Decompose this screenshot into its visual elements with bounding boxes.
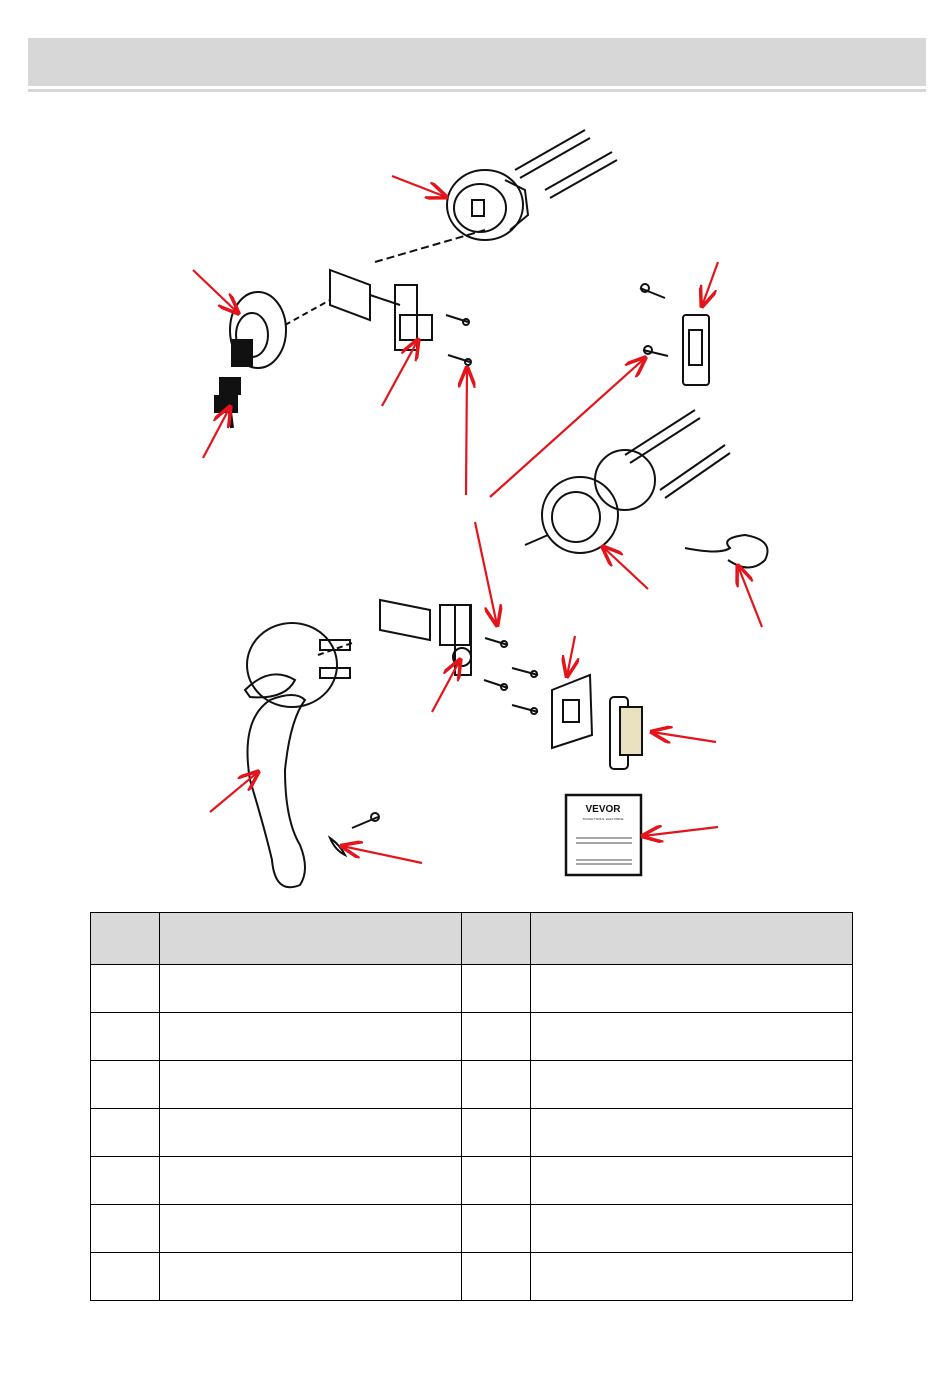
arrow-set-screw	[342, 846, 422, 863]
table-cell	[462, 1157, 531, 1205]
manual-tagline: TOUGH TOOLS, HALF PRICE	[582, 817, 624, 821]
table-cell	[160, 1157, 462, 1205]
table-cell	[462, 1205, 531, 1253]
table-cell	[160, 1205, 462, 1253]
spindle-wire	[685, 535, 768, 568]
arrow-wire	[738, 566, 762, 627]
table-row	[91, 1157, 853, 1205]
table-cell	[160, 1061, 462, 1109]
table-cell	[91, 1061, 160, 1109]
arrow-passage-latch	[432, 660, 460, 712]
header-description-2	[531, 913, 853, 965]
table-cell	[160, 1013, 462, 1061]
table-cell	[91, 1109, 160, 1157]
table-row	[91, 1061, 853, 1109]
latch-screws	[446, 315, 471, 365]
keys	[215, 378, 240, 428]
header-description	[160, 913, 462, 965]
arrow-rosette	[392, 176, 446, 197]
table-cell	[531, 1253, 853, 1301]
table-row	[91, 1109, 853, 1157]
table-cell	[91, 1253, 160, 1301]
table-cell	[91, 1205, 160, 1253]
lever-handle	[245, 623, 355, 887]
knob-rosette	[525, 450, 655, 553]
deadbolt-strike-plate	[640, 284, 709, 385]
table-cell	[91, 1157, 160, 1205]
table-cell	[462, 1061, 531, 1109]
arrow-screws-c	[475, 522, 497, 625]
table-cell	[531, 1013, 853, 1061]
manual-brand: VEVOR	[585, 804, 621, 815]
passage-strike-plate	[552, 675, 592, 748]
deadbolt-exterior-cylinder	[230, 292, 286, 368]
table-cell	[531, 1205, 853, 1253]
table-row	[91, 1013, 853, 1061]
table-cell	[531, 965, 853, 1013]
parts-exploded-diagram	[0, 100, 950, 900]
strike-box	[610, 697, 642, 769]
table-cell	[91, 1013, 160, 1061]
arrow-screws-b	[490, 358, 645, 497]
arrow-keys	[203, 407, 230, 458]
header-bar	[28, 38, 926, 86]
arrow-screws-a	[466, 368, 467, 495]
table-cell	[462, 965, 531, 1013]
table-row	[91, 965, 853, 1013]
table-cell	[531, 1157, 853, 1205]
table-cell	[462, 1253, 531, 1301]
arrow-knob-rosette	[603, 547, 648, 589]
table-cell	[160, 1253, 462, 1301]
deadbolt-interior-rosette	[447, 170, 528, 240]
table-cell	[160, 1109, 462, 1157]
arrow-passage-strike	[567, 636, 575, 676]
header-no-2	[462, 913, 531, 965]
arrow-strike	[702, 262, 718, 306]
arrow-manual	[643, 827, 718, 836]
latch-screws-lower	[484, 638, 538, 714]
arrow-lever	[210, 772, 258, 812]
arrow-strike-box	[652, 732, 716, 742]
table-cell	[531, 1061, 853, 1109]
table-header-row	[91, 913, 853, 965]
table-cell	[462, 1013, 531, 1061]
header-rule	[28, 89, 926, 92]
header-no	[91, 913, 160, 965]
table-cell	[531, 1109, 853, 1157]
table-cell	[160, 965, 462, 1013]
arrow-cylinder	[193, 270, 238, 313]
table-cell	[462, 1109, 531, 1157]
deadbolt-mounting-screws	[515, 130, 617, 198]
table-cell	[91, 965, 160, 1013]
table-row	[91, 1205, 853, 1253]
deadbolt-latch	[285, 230, 485, 350]
parts-table	[90, 912, 853, 1301]
table-row	[91, 1253, 853, 1301]
